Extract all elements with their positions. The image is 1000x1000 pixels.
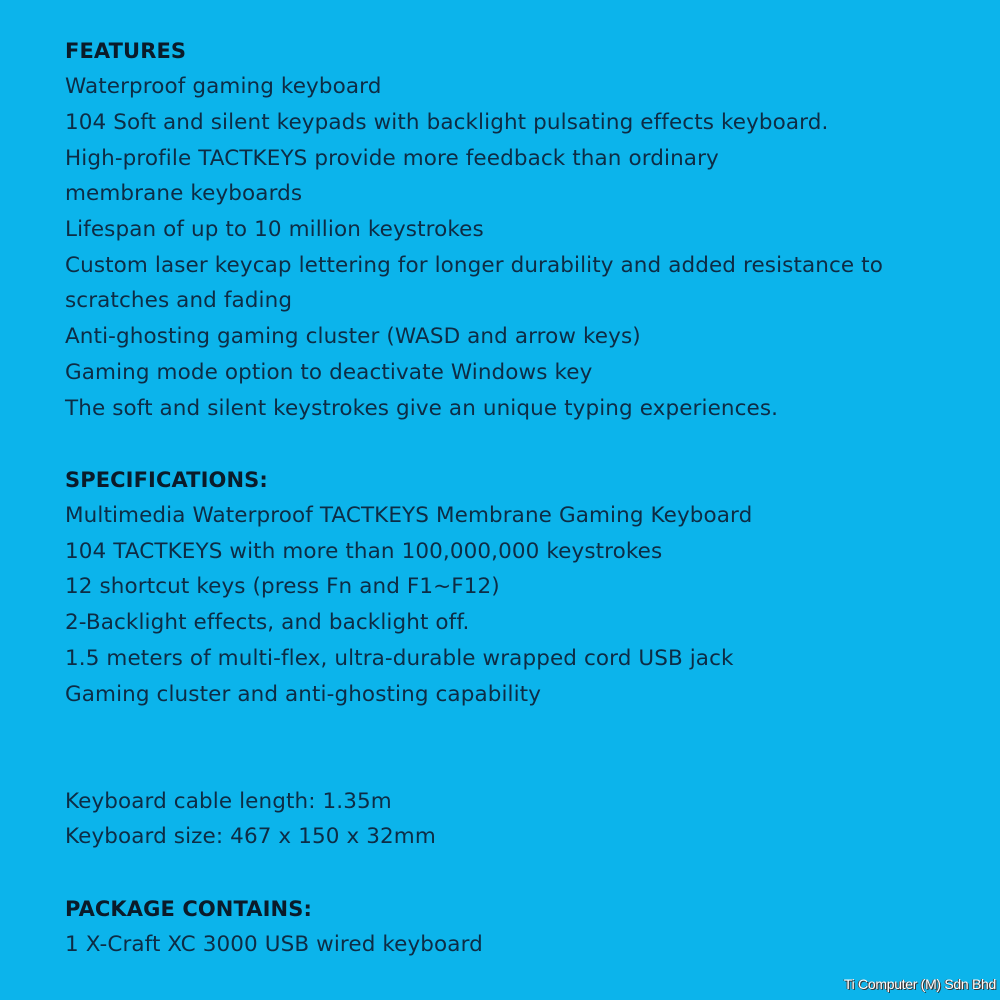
- feature-item: Custom laser keycap lettering for longer durability and added resistance to: [65, 253, 883, 278]
- spec-item: 12 shortcut keys (press Fn and F1~F12): [65, 574, 500, 599]
- feature-item: Waterproof gaming keyboard: [65, 74, 382, 99]
- feature-item: Gaming mode option to deactivate Windows key: [65, 360, 593, 385]
- feature-item: 104 Soft and silent keypads with backlight pulsating effects keyboard.: [65, 110, 829, 135]
- features-heading: FEATURES: [65, 39, 187, 63]
- package-heading: PACKAGE CONTAINS:: [65, 897, 312, 921]
- feature-item: scratches and fading: [65, 288, 293, 313]
- feature-item: membrane keyboards: [65, 181, 303, 206]
- spec-item: 1.5 meters of multi-flex, ultra-durable wrapped cord USB jack: [65, 646, 734, 671]
- feature-item: The soft and silent keystrokes give an unique typing experiences.: [65, 396, 779, 421]
- keyboard-size: Keyboard size: 467 x 150 x 32mm: [65, 824, 436, 849]
- spec-item: 2-Backlight effects, and backlight off.: [65, 610, 470, 635]
- spec-item: 104 TACTKEYS with more than 100,000,000 keystrokes: [65, 539, 663, 564]
- cable-length: Keyboard cable length: 1.35m: [65, 789, 392, 814]
- feature-item: High-profile TACTKEYS provide more feedback than ordinary: [65, 146, 719, 171]
- spec-item: Multimedia Waterproof TACTKEYS Membrane Gaming Keyboard: [65, 503, 753, 528]
- feature-item: Anti-ghosting gaming cluster (WASD and arrow keys): [65, 324, 641, 349]
- spec-item: Gaming cluster and anti-ghosting capability: [65, 682, 542, 707]
- package-item: 1 X-Craft XC 3000 USB wired keyboard: [65, 932, 483, 957]
- watermark: Ti Computer (M) Sdn Bhd: [843, 976, 996, 992]
- specifications-heading: SPECIFICATIONS:: [65, 468, 268, 492]
- feature-item: Lifespan of up to 10 million keystrokes: [65, 217, 484, 242]
